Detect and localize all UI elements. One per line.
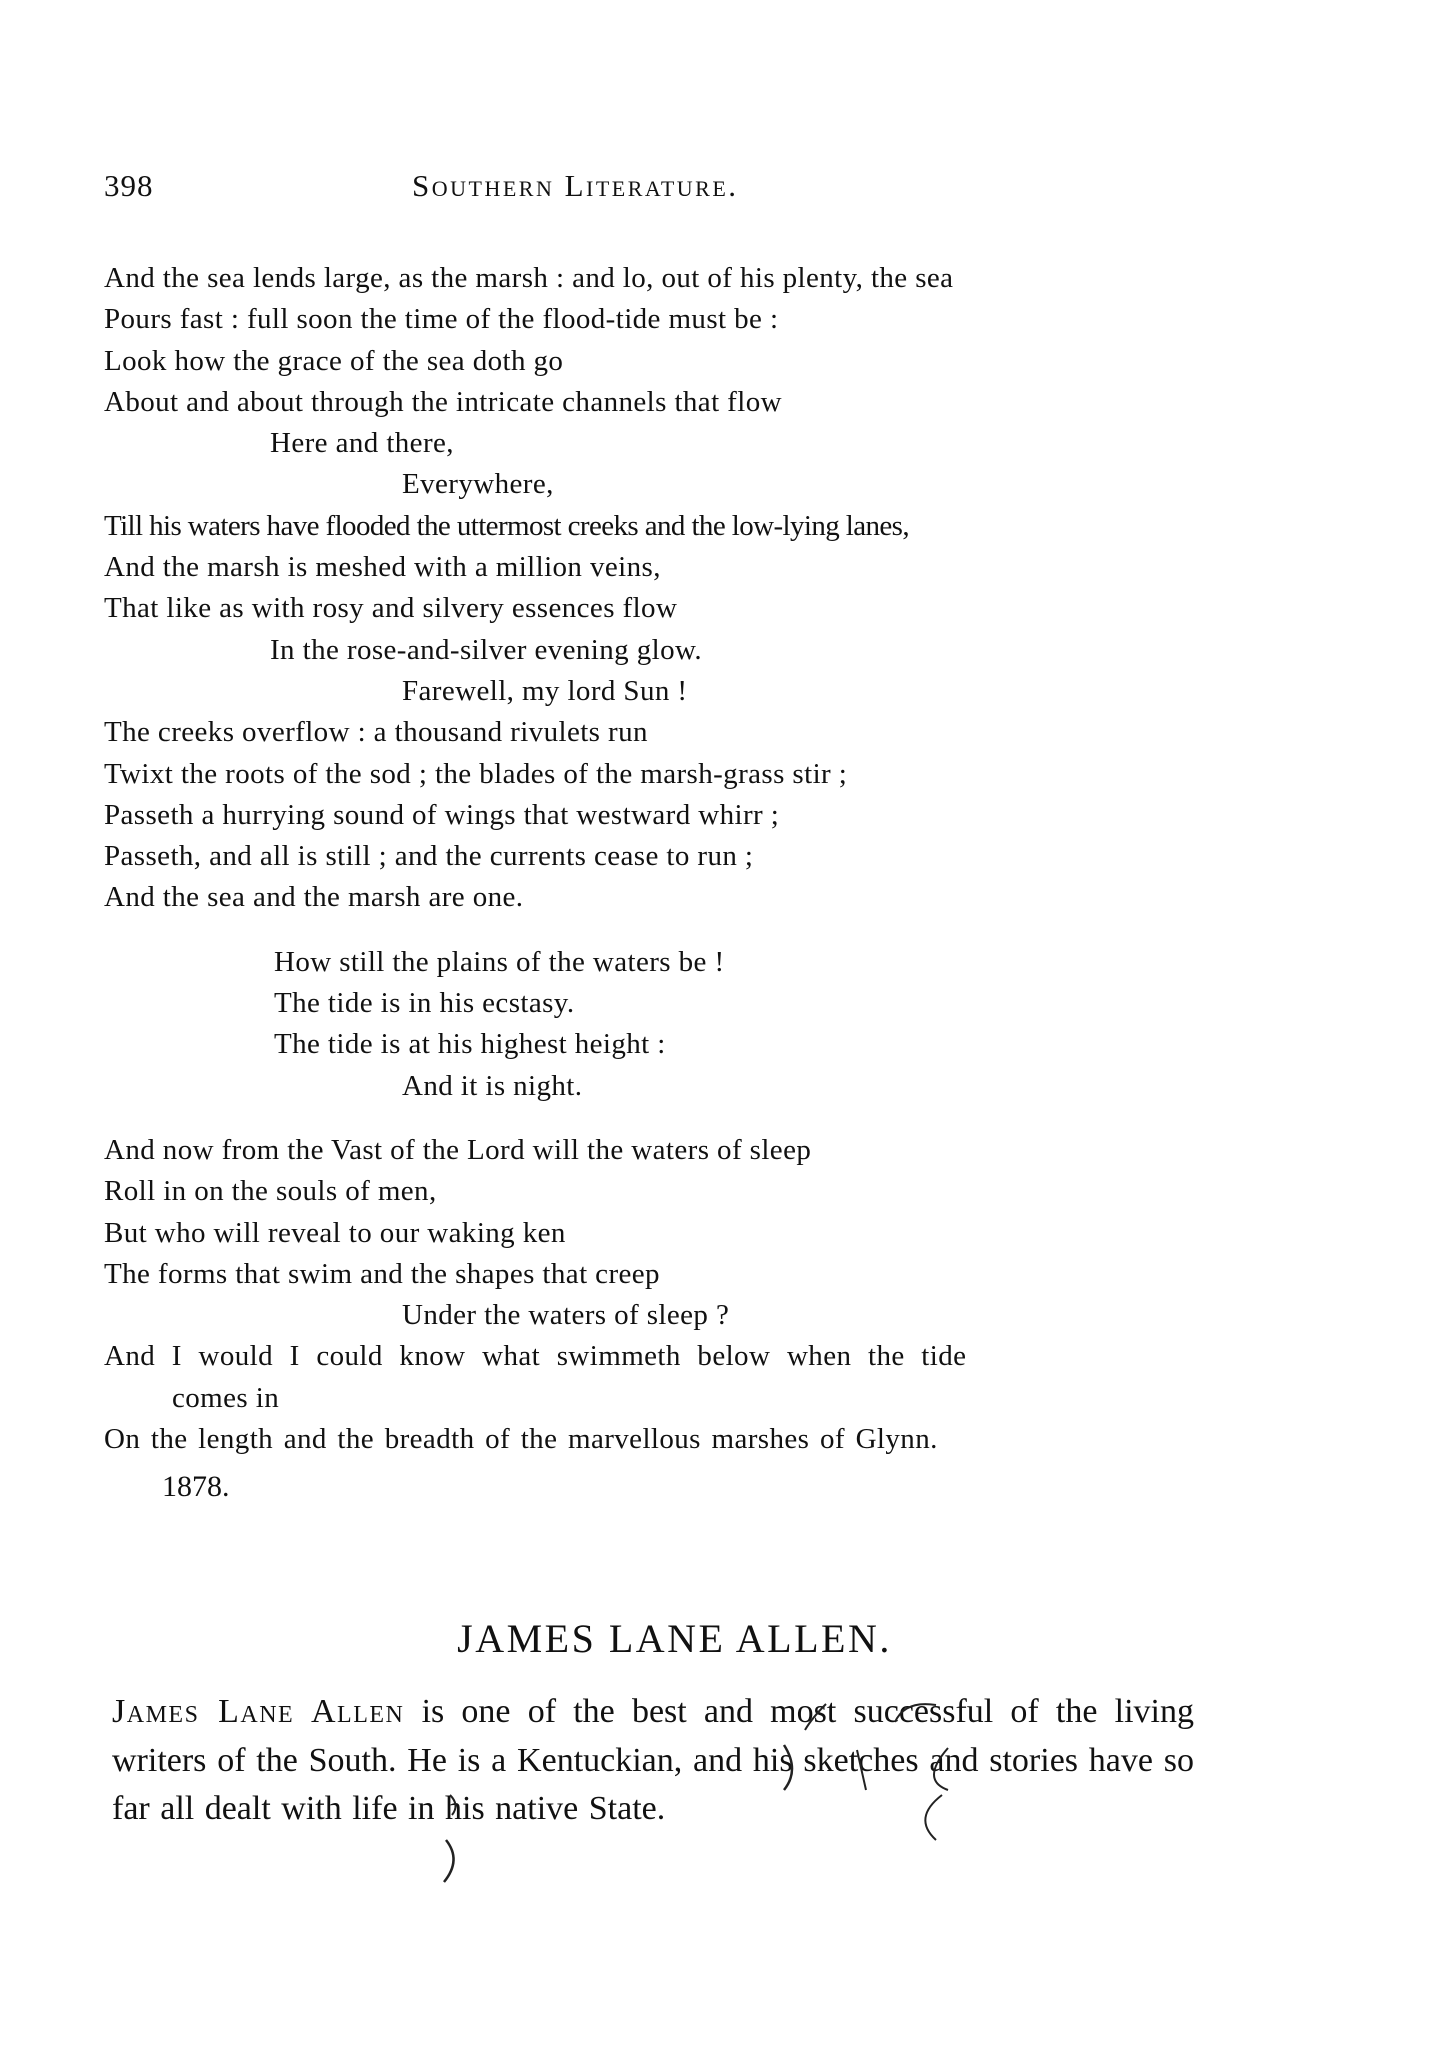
- running-title: Southern Literature.: [412, 168, 739, 203]
- poem-line: Twixt the roots of the sod ; the blades of the marsh-grass stir ;: [104, 757, 848, 790]
- poem-line: Farewell, my lord Sun !: [402, 674, 688, 707]
- bio-paragraph: [112, 1688, 1194, 1834]
- poem-line: And now from the Vast of the Lord will the waters of sleep: [104, 1133, 812, 1166]
- poem-line: Roll in on the souls of men,: [104, 1175, 437, 1208]
- poem-line: Under the waters of sleep ?: [402, 1299, 730, 1332]
- poem-line: But who will reveal to our waking ken: [104, 1216, 566, 1249]
- page-number: 398: [104, 168, 154, 203]
- poem-line: Till his waters have flooded the uttermost creeks and the low-lying lanes,: [104, 509, 910, 542]
- bio-text: is one of the best and most successful of the living writers of the South. He is a Kentuckian, and his sketches and stories have so far all dealt with life in his native State.: [112, 1693, 1194, 1827]
- poem-line: Everywhere,: [402, 468, 554, 501]
- poem-line: Pours fast : full soon the time of the flood-tide must be :: [104, 303, 779, 336]
- poem-line: The forms that swim and the shapes that creep: [104, 1257, 660, 1290]
- poem-line: Passeth a hurrying sound of wings that westward whirr ;: [104, 798, 780, 831]
- poem-line: And it is night.: [402, 1069, 583, 1102]
- page-header: [104, 168, 1204, 218]
- poem-line: The tide is at his highest height :: [274, 1028, 666, 1061]
- stanza-break: [104, 1107, 1234, 1130]
- stanza-break: [104, 919, 1234, 942]
- poem-line: About and about through the intricate channels that flow: [104, 385, 782, 418]
- poem-line: The tide is in his ecstasy.: [274, 987, 575, 1020]
- poem-line: That like as with rosy and silvery essences flow: [104, 592, 678, 625]
- poem-year: 1878.: [162, 1470, 230, 1503]
- section-title: JAMES LANE ALLEN.: [457, 1616, 892, 1661]
- bio-lead-name: James Lane Allen: [112, 1693, 405, 1730]
- pencil-mark: [444, 1840, 454, 1882]
- poem-line: Here and there,: [270, 427, 454, 460]
- poem-line: And the sea and the marsh are one.: [104, 881, 524, 914]
- poem-line: How still the plains of the waters be !: [274, 945, 725, 978]
- poem-line-continuation: comes in: [172, 1381, 280, 1414]
- poem-line: The creeks overflow : a thousand rivulets run: [104, 716, 648, 749]
- poem-line: Look how the grace of the sea doth go: [104, 344, 564, 377]
- poem-line: And the marsh is meshed with a million veins,: [104, 551, 661, 584]
- poem-line: Passeth, and all is still ; and the currents cease to run ;: [104, 840, 754, 873]
- poem-line: In the rose-and-silver evening glow.: [270, 633, 703, 666]
- poem: [104, 258, 1234, 1460]
- poem-line: On the length and the breadth of the marvellous marshes of Glynn.: [104, 1423, 938, 1456]
- poem-line: And the sea lends large, as the marsh : and lo, out of his plenty, the sea: [104, 262, 954, 294]
- poem-line: And I would I could know what swimmeth below when the tide: [104, 1340, 967, 1373]
